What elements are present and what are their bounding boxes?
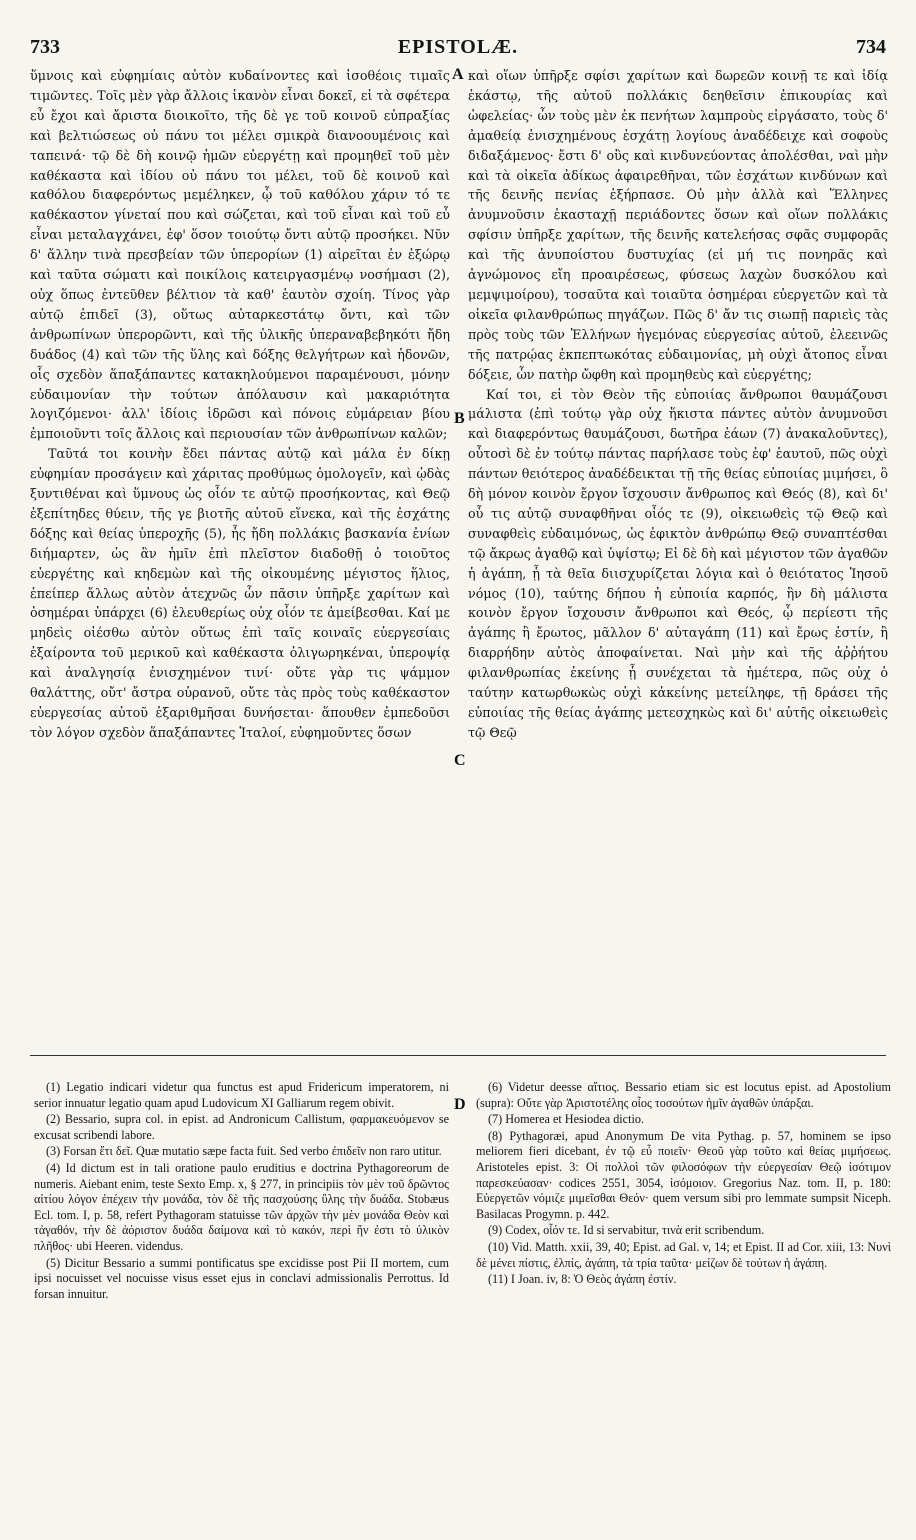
footnote-2: (2) Bessario, supra col. in epist. ad Andronicum Callistum, φαρμακευόμενον se excusat scribendi labore. bbox=[34, 1112, 449, 1142]
footnote-divider bbox=[30, 1055, 886, 1056]
margin-letter-d: D bbox=[454, 1096, 466, 1113]
right-paragraph-2: Καί τοι, εἰ τὸν Θεὸν τῆς εὐποιίας ἄνθρωποι θαυμάζουσι μάλιστα (ἐπὶ τούτῳ γὰρ οὐχ ἥκιστα πάντες αὐτὸν ἀνυμνοῦσι καὶ διαφερόντως θαυμάζουσι, δωτῆρα ἑάων (7) ἀνακαλοῦντες), οὗτοσὶ δὲ ἐν τούτῳ πάντας παρήλασε τοὺς ἐφ' ἑαυτοῦ, πῶς οὐχὶ πάντων θειότερος ἀναδέδεικται τῇ τῆς θείας εὐποιίας μιμήσει, ὃ δὴ μόνον κοινὸν ἔργον ἴσχουσιν ἄνθρωπος καὶ Θεός (8), καὶ δι' οὗ τις αὐτῷ συναφθῆναι οἷός τε (9), οἰκειωθεὶς τῷ Θεῷ καὶ συναφθεὶς εὐδαιμόνως, ὡς ἐφικτὸν ἀνθρώπῳ Θεῷ συναπτέσθαι τῷ ἄκρως ἀγαθῷ καὶ ὑψίστῳ; Εἰ δὲ δὴ καὶ μέγιστον τῶν ἀγαθῶν ἡ ἀγάπη, ᾗ τὰ θεῖα διισχυρίζεται λόγια καὶ ὁ θειότατος Ἰησοῦ νόμος (10), ταύτης δήπου ἡ εὐποιία καρπός, ἣν δὴ μάλιστα κοινὸν ἔργον ἴσχουσιν ἄνθρωποι καὶ Θεός, ᾧ περίεστι τῆς ἀγάπης ἢ ἔρωτος, μᾶλλον δ' αὐταγάπη (11) καὶ ἔρως ἐστίν, ἢ διαρρήδην αὐτὸς ἀποφαίνεται. Ναὶ μὴν καὶ τῆς ἀῤῥήτου φιλανθρωπίας ἐκείνης ᾗ συνέχεται τὰ ἡμέτερα, πῶς οὐχ ὁ ταύτην κατωρθωκὼς οὐχὶ κἀκείνης μετείληφε, τῇ δράσει τῆς εὐποιίας τῆς θείας ἀγάπης μετεσχηκὼς καὶ δι' αὐτῆς οἰκειωθεὶς τῷ Θεῷ bbox=[468, 386, 888, 740]
left-paragraph-1: ὕμνοις καὶ εὐφημίαις αὐτὸν κυδαίνοντες καὶ ἰσοθέοις τιμαῖς τιμῶντες. Τοῖς μὲν γὰρ ἄλλοις ἱκανὸν εἶναι δοκεῖ, εἰ τὰ σφέτερα εὖ ἔχοι καὶ ἄριστα διοικοῖτο, τῆς δὲ γε τοῦ κοινοῦ εὐπραξίας καὶ βελτιώσεως οὐ πάνυ τοι μέλει σμικρὰ διανοουμένοις καὶ ταπεινά· τῷ δὲ δὴ κοινῷ ἡμῶν εὐεργέτῃ καὶ προμηθεῖ τοῦ μὲν καθέκαστα καὶ ἰδίου οὐ πάνυ τοι μέλει, τοῦ δὲ κοινοῦ καὶ καθόλου διαφερόντως μεμέληκεν, ᾧ τοῦ καθόλου χάριν τό τε καθέκαστον γίνεταί που καὶ σώζεται, καὶ τοῦ εἶναι καὶ τοῦ εὖ εἶναι μεταλαγχάνει, ἐφ' ὅσον τοιούτῳ ὄντι αὐτῷ προσήκει. Νῦν δ' ἄλλην τινὰ πρεσβείαν τῶν ὑπερορίων (1) αἱρεῖται ἐν ἐξώρῳ καὶ ταῦτα σώματι καὶ ποικίλοις κατειργασμένῳ νοσήμασι (2), οὐχ ὅπως ἐντεῦθεν βέλτιον τὰ καθ' ἑαυτὸν σχοίη. Τίνος γὰρ αὐτῷ ἐπιδεῖ (3), οὕτως αὐταρκεστάτῳ ὄντι, καὶ τῶν ἀνθρωπίνων ὑπερορῶντι, καὶ τῆς ὑλικῆς ὑπεραναβεβηκότι ἤδη δυάδος (4) καὶ τῶν τῆς ὕλης καὶ δόξης θελγήτρων καὶ ἡδονῶν, οἷς σχεδὸν ἅπαξάπαντες κατακηλούμενοι παραμένουσι, μόνην εὐδαιμονίαν τὴν τούτων ἀπόλαυσιν καὶ μακαριότητα λογιζόμενοι· ἀλλ' ἰδίοις ἱδρῶσι καὶ πόνοις εὐμάρειαν βίου ἐμποιοῦντι τοῖς ἄλλοις καὶ περιουσίαν τῶν ἀνθρωπίνων καλῶν; bbox=[30, 68, 450, 442]
footnote-4: (4) Id dictum est in tali oratione paulo eruditius e doctrina Pythagoreorum de numeris. Aiebant enim, teste Sexto Emp. x, § 277, in principiis τὸν μὲν τοῦ δρῶντος αἰτίου λόγον ἐπέχειν τὴν μονάδα, τὸν δὲ τῆς πασχούσης ὕλης τὴν δυάδα. Stobæus Ecl. tom. I, p. 58, refert Pythagoram statuisse τῶν ἀρχῶν τὴν μὲν μονάδα Θεὸν καὶ τἀγαθόν, τὴν δὲ ἀόριστον δυάδα δαίμονα καὶ τὸ κακόν, περὶ ἥν ἐστι τὸ ὑλικὸν πλῆθος· ubi Heeren. videndus. bbox=[34, 1160, 449, 1253]
margin-letter-b: B bbox=[454, 410, 465, 427]
footnote-10: (10) Vid. Matth. xxii, 39, 40; Epist. ad Gal. v, 14; et Epist. II ad Cor. xiii, 13: Νυνὶ δὲ μένει πίστις, ἐλπίς, ἀγάπη, τὰ τρία ταῦτα· μείζων δὲ τούτων ἡ ἀγάπη. bbox=[476, 1239, 891, 1270]
footnotes-right bbox=[476, 1080, 891, 1289]
footnote-5: (5) Dicitur Bessario a summi pontificatus spe excidisse post Pii II mortem, cum ipsi nocuisset vel nocuisse visus esset ejus in conclavi admissionalis Perrottus. Id forsan innuitur. bbox=[34, 1255, 449, 1301]
page-number-right: 734 bbox=[856, 36, 886, 58]
left-paragraph-2: Ταῦτά τοι κοινὴν ἔδει πάντας αὐτῷ καὶ μάλα ἐν δίκῃ εὐφημίαν προσάγειν καὶ χάριτας προθύμως ὁμολογεῖν, καὶ ᾠδὰς ξυντιθέναι καὶ ὕμνους ὡς οἷόν τε αὐτῷ προσήκοντας, καὶ Θεῷ ἐξεπίτηδες θύειν, τῆς γε βιοτῆς αὐτοῦ εἵνεκα, καὶ τῆς ἐσχάτης δόξης καὶ θείας ὑπεροχῆς (5), ἧς ἤδη πολλάκις βασκανία ἐνίων διήμαρτεν, ὡς ἂν ἡμῖν ἐπὶ πλεῖστον διαδοθῇ ὁ τοιοῦτος εὐεργέτης καὶ κηδεμὼν καὶ τῆς οἰκουμένης μέγιστος ἥλιος, ἐπείπερ ἄλλως αὐτὸν ἀτεχνῶς ὧν πᾶσιν ὑπῆρξε χαρίτων καὶ ὁσημέραι ὑπάρχει (6) ἐλευθερίως οὐχ οἷόν τε ἀμείβεσθαι. Καί με μηδεὶς οἰέσθω αὐτὸν οὕτως ἐπὶ ταῖς κοιναῖς εὐεργεσίαις ἐξαίροντα τοῦ μερικοῦ καὶ καθέκαστα ὀλιγωρηκέναι, ὑπεροψίᾳ καὶ ἀναλγησίᾳ ἐνισχημένον τινί· οὔτε γὰρ τις ψάμμον θαλάττης, οὔτ' ἄστρα οὐρανοῦ, οὔτε τὰς πρὸς τοὺς καθέκαστον εὐεργεσίας αὐτοῦ ἐξαριθμῆσαι δυνήσεται· ἅπουθεν ἐμπεδοῦσι τὸν λόγον σχεδὸν ἅπαξάπαντες Ἰταλοί, εὐφημοῦντες ὅσων bbox=[30, 446, 450, 740]
margin-letter-a: A bbox=[452, 66, 464, 83]
footnotes-left bbox=[34, 1080, 449, 1303]
right-paragraph-1: καὶ οἵων ὑπῆρξε σφίσι χαρίτων καὶ δωρεῶν κοινῇ τε καὶ ἰδίᾳ ἑκάστῳ, τῆς αὐτοῦ πολλάκις δεηθεῖσιν ἐπικουρίας καὶ ὠφελείας· ὧν τοὺς μὲν ἐκ πενήτων λαμπροὺς εἰργάσατο, τοὺς δ' ἀμαθείᾳ ἐνισχημένους ἐσχάτῃ λογίους ἀναδέδειχε καὶ σοφοὺς διδαξάμενος· ἔστι δ' οὓς καὶ κινδυνεύοντας ἀπολέσθαι, ναὶ μὴν καὶ τὰ οἰκεῖα ἀδίκως ἀφαιρεθῆναι, τῶν ἐσχάτων κινδύνων καὶ τῆς δεινῆς πενίας ἐξήρπασε. Οὐ μὴν ἀλλὰ καὶ Ἕλληνες ἀνυμνοῦσιν ἑκασταχῇ περιάδοντες ὅσων καὶ οἵων πολλάκις σφίσιν ὑπῆρξε χαρίτων, τῆς δεινῆς κατελεήσας σφᾶς συμφορᾶς καὶ τῆς ἀνυποίστου δυστυχίας (εἰ μή τις πονηρᾶς καὶ ἀγνώμονος εἴη προαιρέσεως, φύσεως λαχὼν δυσκόλου καὶ μεμψιμοίρου), τοσαῦτα καὶ τοιαῦτα ὁσημέραι εὐεργετῶν καὶ τὰ οἰκεῖα φιλανθρώπως πηγάζων. Πῶς δ' ἄν τις σιωπῇ παριεὶς τὰς πρὸς τοὺς τῶν Ἑλλήνων ἡγεμόνας εὐεργεσίας αὐτοῦ, ἐλεεινῶς τῆς πατρῴας ἐκπεπτωκότας εὐδαιμονίας, μὴ οὐχὶ ἄτοπος εἶναι δόξειε, ὧν πατὴρ ὤφθη καὶ προμηθεὺς καὶ εὐεργέτης; bbox=[468, 68, 888, 382]
footnote-6: (6) Videtur deesse αἴτιος. Bessario etiam sic est locutus epist. ad Apostolium (supra): Οὔτε γὰρ Ἀριστοτέλης οἷος τοσούτων ἡμῖν ἀγαθῶν ὑπάρξαι. bbox=[476, 1080, 891, 1110]
footnote-1: (1) Legatio indicari videtur qua functus est apud Fridericum imperatorem, ni serior innuatur legatio quam apud Ludovicum XI Galliarum regem obivit. bbox=[34, 1080, 449, 1110]
footnote-9: (9) Codex, οἷόν τε. Id si servabitur, τινὰ erit scribendum. bbox=[488, 1223, 765, 1238]
margin-letter-c: C bbox=[454, 752, 466, 769]
footnote-3: (3) Forsan ἔτι δεῖ. Quæ mutatio sæpe facta fuit. Sed verbo ἐπιδεῖν non raro utitur. bbox=[46, 1144, 442, 1159]
footnote-11: (11) I Joan. iv, 8: Ὁ Θεὸς ἀγάπη ἐστίν. bbox=[488, 1272, 677, 1287]
text-column-right bbox=[468, 66, 888, 743]
footnote-8: (8) Pythagoræi, apud Anonymum De vita Pythag. p. 57, hominem se ipso meliorem fieri dicebant, ἐν τῷ εὖ ποιεῖν· Θεοῦ γὰρ τοῦτο καὶ θείας μιμήσεως. Aristoteles epist. 3: Οἱ πολλοὶ τῶν φιλοσόφων τὴν εὐεργεσίαν Θεῷ ἰσότιμον παρεσκεύασαν· codices 2551, 3054, ἰσόμοιον. Gregorius Naz. tom. II, p. 180: Εὐεργετῶν νόμιζε μιμεῖσθαι Θεόν· quem versum sibi pro lemmate sumpsit Niceph. Basilacas Progymn. p. 442. bbox=[476, 1128, 891, 1221]
page-header bbox=[30, 36, 886, 62]
footnote-7: (7) Homerea et Hesiodea dictio. bbox=[488, 1112, 645, 1127]
page-number-left: 733 bbox=[30, 36, 60, 58]
running-title: EPISTOLÆ. bbox=[397, 36, 519, 58]
text-column-left bbox=[30, 66, 450, 743]
